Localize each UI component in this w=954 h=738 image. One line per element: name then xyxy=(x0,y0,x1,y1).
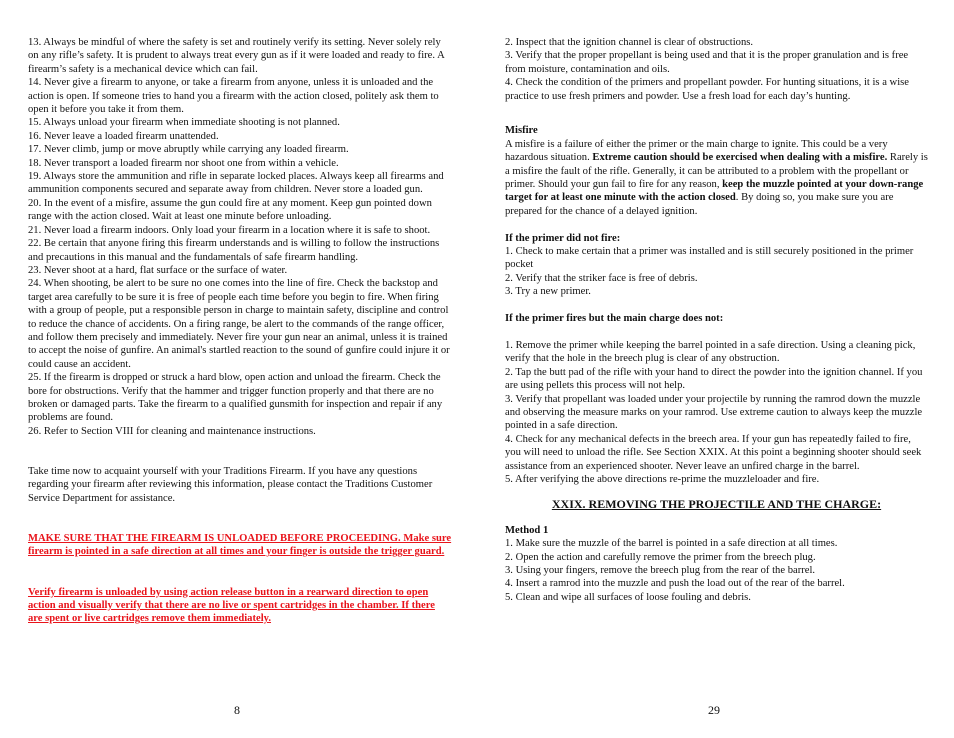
misfire-text-d: keep the muzzle pointed at your down-range target for at least one minute with the action closed xyxy=(505,179,924,204)
safety-item-14: 14. Never give a firearm to anyone, or take a firearm from anyone, unless it is unloaded and the action is open. If someone tries to hand you a firearm with the action closed, politely ask them to open it before you take it from them. xyxy=(28,77,439,116)
safety-item-19: 19. Always store the ammunition and rifle in separate locked places. Always keep all firearms and ammunition components secured and separate away from children. Never store a loaded gun. xyxy=(28,171,444,196)
inspection-item-3: 3. Verify that the proper propellant is being used and that it is the proper granulation and is free from moisture, contamination and oils. xyxy=(505,50,909,75)
misfire-paragraph xyxy=(505,138,928,218)
charge-item-3: 3. Verify that propellant was loaded under your projectile by running the ramrod down the muzzle and observing the measure marks on your ramrod. Use extreme caution to always keep the muzzle pointed in a safe direction. xyxy=(505,393,923,432)
right-page-column xyxy=(505,36,928,604)
primer-item-2: 2. Verify that the striker face is free of debris. xyxy=(505,272,698,284)
charge-item-1: 1. Remove the primer while keeping the barrel pointed in a safe direction. Using a cleaning pick, verify that the hole in the breech plug is clear of any obstruction. xyxy=(505,339,916,365)
method-item-5: 5. Clean and wipe all surfaces of loose fouling and debris. xyxy=(505,591,751,603)
safety-item-22: 22. Be certain that anyone firing this firearm understands and is willing to follow the instructions and precautions in this manual and the fundamentals of safe firearm handling. xyxy=(28,238,440,263)
primer-item-1: 1. Check to make certain that a primer was installed and is still securely positioned in the primer pocket xyxy=(505,246,914,271)
customer-service-note: Take time now to acquaint yourself with your Traditions Firearm. If you have any questions regarding your firearm after reviewing this information, please contact the Traditions Customer Service Department for assistance. xyxy=(28,465,433,504)
unloaded-warning: MAKE SURE THAT THE FIREARM IS UNLOADED BEFORE PROCEEDING. Make sure firearm is pointed in a safe direction at all times and your finger is outside the trigger guard. xyxy=(28,532,452,558)
method-item-3: 3. Using your fingers, remove the breech plug from the rear of the barrel. xyxy=(505,564,816,576)
left-page-number: 8 xyxy=(234,703,240,717)
primer-not-fire-heading: If the primer did not fire: xyxy=(505,232,621,244)
section-xxix-title: XXIX. REMOVING THE PROJECTILE AND THE CHARGE: xyxy=(551,497,882,512)
right-page-number: 29 xyxy=(708,703,720,717)
inspection-item-4: 4. Check the condition of the primers and propellant powder. For hunting situations, it is a wise practice to use fresh primers and powder. Use a fresh load for each day’s hunting. xyxy=(505,77,909,102)
charge-item-5: 5. After verifying the above directions re-prime the muzzleloader and fire. xyxy=(505,473,820,485)
safety-item-13: 13. Always be mindful of where the safety is set and routinely verify its setting. Never solely rely on any rifle’s safety. It is prudent to always treat every gun as if it were loaded and ready to fire. A firearm’s safety is a mechanical device which can fail. xyxy=(28,37,445,75)
left-page-column xyxy=(28,36,452,626)
charge-item-2: 2. Tap the butt pad of the rifle with your hand to direct the powder into the ignition channel. If you are using pellets this process will not help. xyxy=(505,366,923,392)
misfire-text-b: Extreme caution should be exercised when dealing with a misfire. xyxy=(592,152,888,164)
misfire-text-a: A misfire is a failure of either the primer or the main charge to ignite. This could be a very hazardous situation. xyxy=(505,138,888,164)
charge-not-fire-heading: If the primer fires but the main charge does not: xyxy=(505,313,724,325)
safety-item-17: 17. Never climb, jump or move abruptly while carrying any loaded firearm. xyxy=(28,144,349,156)
method-item-2: 2. Open the action and carefully remove the primer from the breech plug. xyxy=(505,551,816,563)
safety-item-18: 18. Never transport a loaded firearm nor shoot one from within a vehicle. xyxy=(28,157,339,169)
misfire-text-c: Rarely is a misfire the fault of the rifle. Generally, it can be attributed to a problem with the propellant or primer. Should your gun fail to fire for any reason, xyxy=(505,152,928,191)
charge-item-4: 4. Check for any mechanical defects in the breech area. If your gun has repeatedly failed to fire, you will need to unload the rifle. See Section XXIX. At this point a beginning shooter should seek assistance from an experienced shooter. Never leave an unfired charge in the barrel. xyxy=(505,433,922,472)
safety-item-24: 24. When shooting, be alert to be sure no one comes into the line of fire. Check the backstop and target area carefully to be sure it is free of people each time before you begin to fire. When firing with a group of people, put a responsible person in charge to maintain safety, discipline and control to reduce the chance of accidents. On a firing range, be alert to the commands of the range officer, and follow them precisely and immediately. Never fire your gun near an animal, unless it is trained to accept the noise of gunfire. An animal's startled reaction to the sound of gunfire could injure it or could cause an accident. xyxy=(28,278,450,370)
safety-item-26: 26. Refer to Section VIII for cleaning and maintenance instructions. xyxy=(28,425,316,437)
safety-item-21: 21. Never load a firearm indoors. Only load your firearm in a location where it is safe to shoot. xyxy=(28,224,431,236)
safety-item-25: 25. If the firearm is dropped or struck a hard blow, open action and unload the firearm. Check the bore for obstructions. Verify that the hammer and trigger function properly and that there are no broken or damaged parts. Take the firearm to a qualified gunsmith for inspection and repair if any problems are found. xyxy=(28,372,443,424)
primer-item-3: 3. Try a new primer. xyxy=(505,286,591,298)
misfire-text-e: . By doing so, you make sure you are prepared for the chance of a delayed ignition. xyxy=(505,192,894,217)
safety-item-16: 16. Never leave a loaded firearm unattended. xyxy=(28,130,219,142)
inspection-item-2: 2. Inspect that the ignition channel is clear of obstructions. xyxy=(505,37,754,48)
method-item-4: 4. Insert a ramrod into the muzzle and push the load out of the rear of the barrel. xyxy=(505,578,845,590)
verify-unloaded-warning: Verify firearm is unloaded by using action release button in a rearward direction to open action and visually verify that there are no live or spent cartridges in the chamber. If there are spent or live cartridges remove them immediately. xyxy=(28,586,435,625)
safety-item-15: 15. Always unload your firearm when immediate shooting is not planned. xyxy=(28,117,340,129)
safety-item-23: 23. Never shoot at a hard, flat surface or the surface of water. xyxy=(28,264,288,276)
misfire-heading: Misfire xyxy=(505,125,538,137)
method-1-heading: Method 1 xyxy=(505,524,549,536)
safety-item-20: 20. In the event of a misfire, assume the gun could fire at any moment. Keep gun pointed down range with the action closed. Wait at least one minute before unloading. xyxy=(28,197,432,223)
method-item-1: 1. Make sure the muzzle of the barrel is pointed in a safe direction at all times. xyxy=(505,538,838,550)
